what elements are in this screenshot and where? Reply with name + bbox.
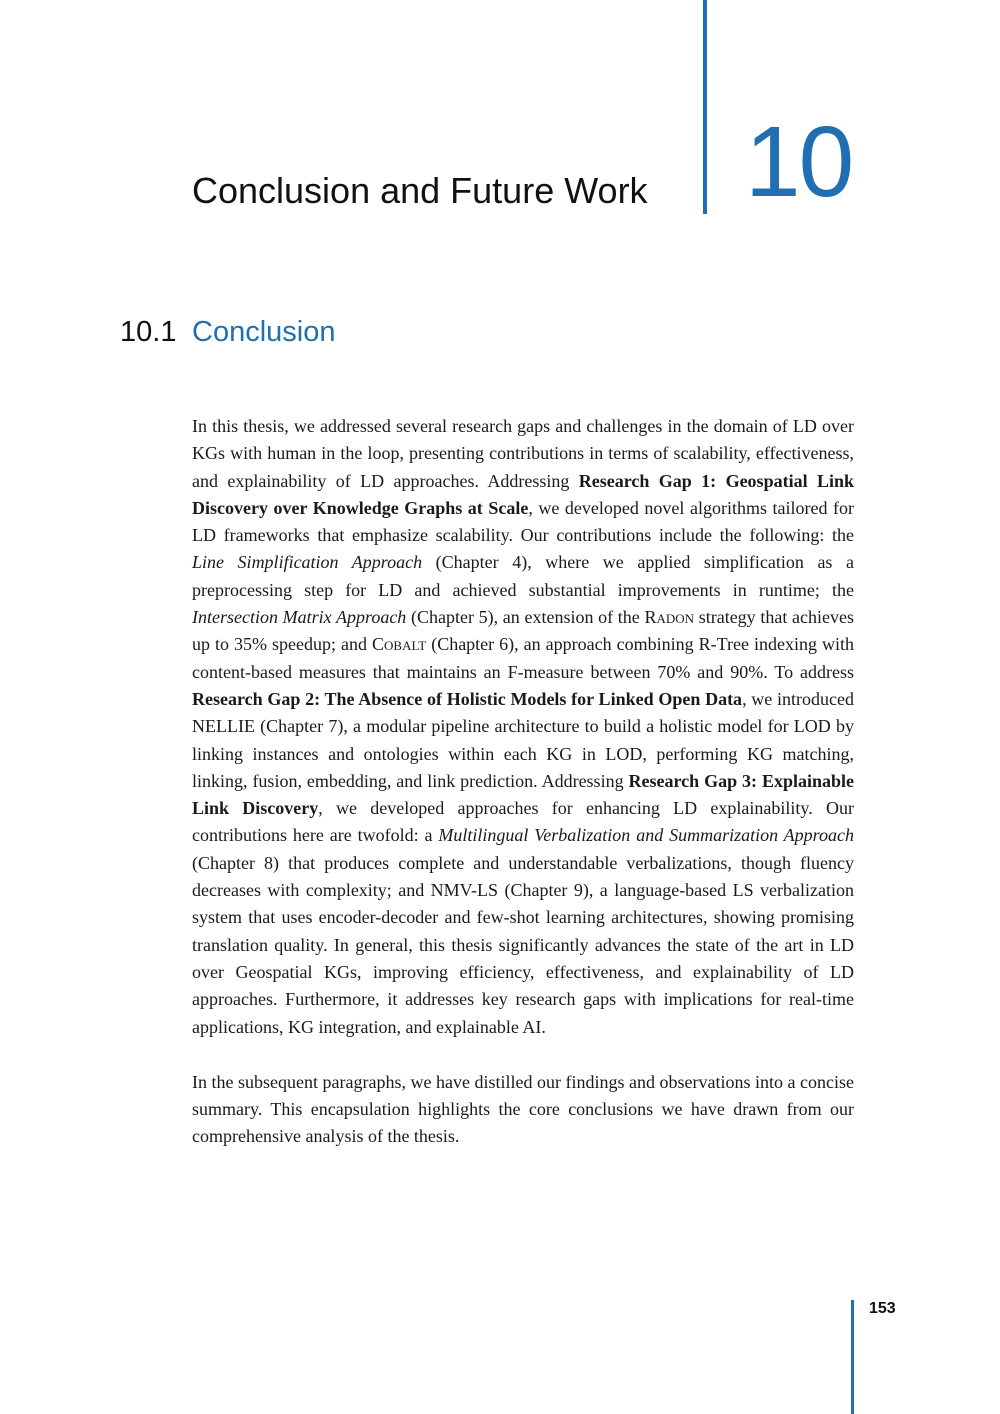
section-number: 10.1 <box>120 316 177 348</box>
paragraph-2: In the subsequent paragraphs, we have distilled our findings and observations into a concise summary. This encapsulation highlights the core conclusions we have drawn from our comprehensive analysis of the thesis. <box>192 1071 854 1147</box>
text-run: , we introduced NELLIE (Chapter 7), a modular pipeline architecture to build a holistic model for LOD by linking instances and ontologies within each KG in LOD, performing KG matching, linking, fusion, embedding, and link prediction. Addressing <box>192 688 854 791</box>
text-run: (Chapter 4), where we applied simplification as a preprocessing step for LD and achieved substantial improvements in runtime; the <box>192 552 854 600</box>
italic-line-simplification: Line Simplification Approach <box>192 552 423 573</box>
text-run: In this thesis, we addressed several research gaps and challenges in the domain of LD over KGs with human in the loop, presenting contributions in terms of scalability, effectiveness, and explainability of LD approaches. Addressing <box>192 416 854 491</box>
section-heading <box>120 316 335 349</box>
bold-research-gap-3: Research Gap 3: Explainable Link Discovery <box>192 770 855 819</box>
text-run: (Chapter 5), an extension of the <box>406 607 645 628</box>
chapter-number: 10 <box>745 106 853 218</box>
text-run: , we developed approaches for enhancing LD explainability. Our contributions here are twofold: a <box>192 798 854 846</box>
page-number: 153 <box>869 1300 896 1317</box>
page-number-bar <box>851 1300 854 1414</box>
smallcaps-cobalt: Cobalt <box>372 634 427 655</box>
italic-intersection-matrix: Intersection Matrix Approach <box>192 607 407 628</box>
bold-research-gap-1: Research Gap 1: Geospatial Link Discovery over Knowledge Graphs at Scale <box>192 470 854 518</box>
body-text <box>192 413 854 1179</box>
chapter-divider-bar <box>703 0 707 214</box>
text-run: (Chapter 8) that produces complete and understandable verbalizations, though fluency decreases with complexity; and NMV-LS (Chapter 9), a language-based LS verbalization system that uses encoder-decoder and few-shot learning architectures, showing promising translation quality. In general, this thesis significantly advances the state of the art in LD over Geospatial KGs, improving efficiency, effectiveness, and explainability of LD approaches. Furthermore, it addresses key research gaps with implications for real-time applications, KG integration, and explainable AI. <box>192 852 854 1037</box>
chapter-title: Conclusion and Future Work <box>192 170 648 211</box>
section-title: Conclusion <box>192 316 336 348</box>
text-run: (Chapter 6), an approach combining R-Tree indexing with content-based measures that maintains an F-measure between 70% and 90%. To address <box>192 634 855 682</box>
text-run: strategy that achieves up to 35% speedup; and <box>192 607 854 655</box>
smallcaps-radon: Radon <box>644 607 695 628</box>
text-run: , we developed novel algorithms tailored for LD frameworks that emphasize scalability. Our contributions include the following: the <box>192 497 854 546</box>
italic-multilingual-verbalization: Multilingual Verbalization and Summarization Approach <box>438 825 854 846</box>
bold-research-gap-2: Research Gap 2: The Absence of Holistic Models for Linked Open Data <box>192 688 743 709</box>
paragraph-1 <box>192 413 854 1041</box>
